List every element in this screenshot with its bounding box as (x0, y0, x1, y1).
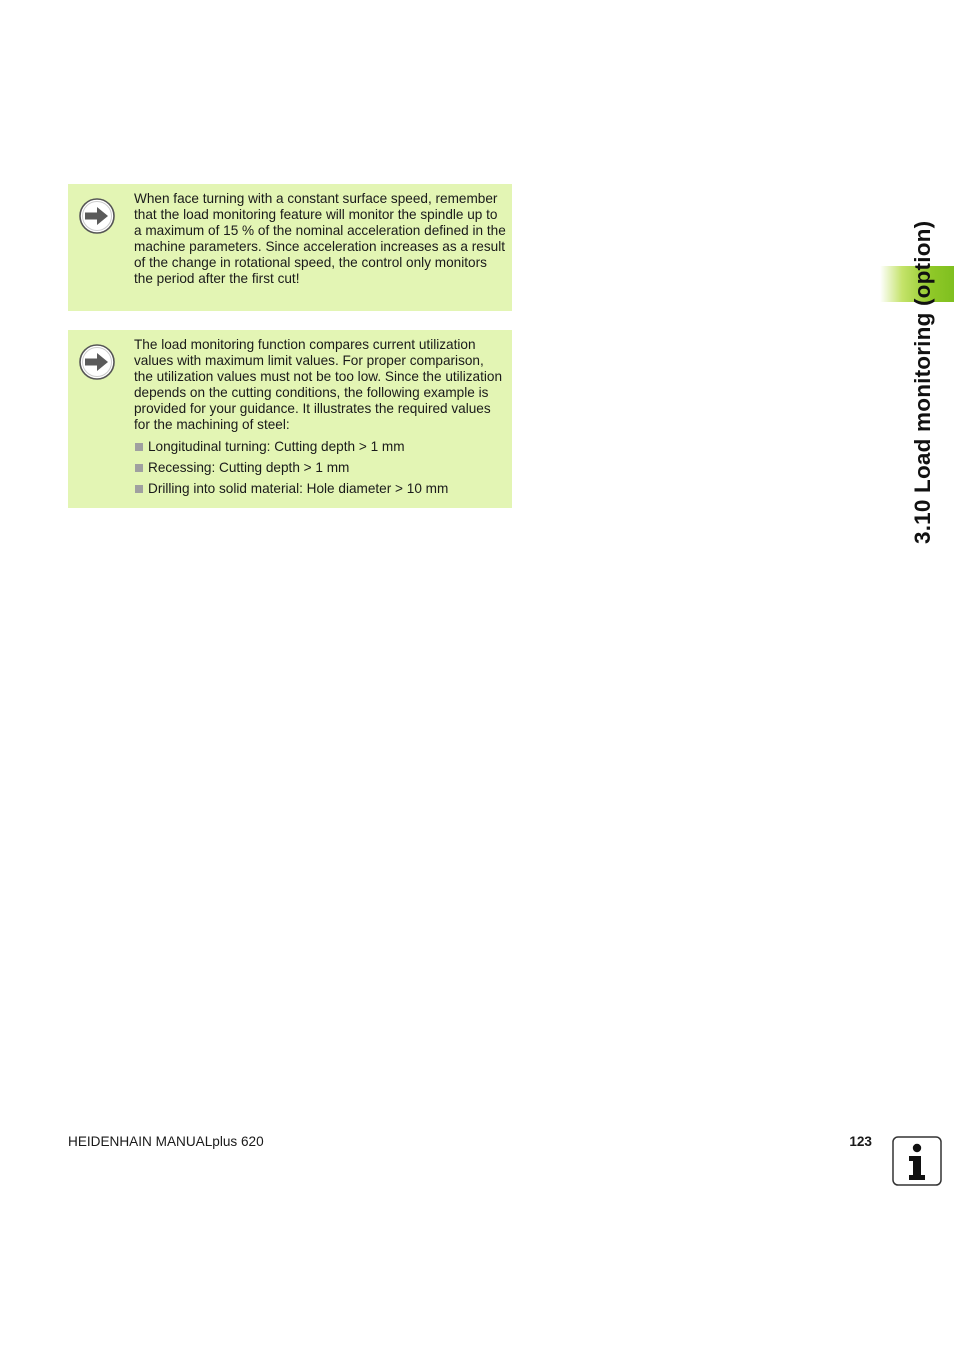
list-item (134, 481, 448, 497)
list-item-text: Recessing: Cutting depth > 1 mm (148, 460, 350, 475)
list-item (134, 439, 448, 455)
square-bullet-icon (135, 485, 143, 493)
arrow-right-icon (78, 343, 116, 381)
list-item-text: Drilling into solid material: Hole diameter > 10 mm (148, 481, 449, 496)
note-box (68, 330, 512, 508)
page-number: 123 (849, 1134, 872, 1149)
info-icon (892, 1136, 942, 1186)
list-item (134, 460, 448, 476)
note-text: The load monitoring function compares current utilization values with maximum limit values. For proper comparison, the utilization values must not be too low. Since the utilization depends on the cutting conditions, the following example is provided for your guidance. It illustrates the required values for the machining of steel: (134, 337, 502, 432)
arrow-right-icon (78, 197, 116, 235)
square-bullet-icon (135, 464, 143, 472)
note-box (68, 184, 512, 311)
list-item-text: Longitudinal turning: Cutting depth > 1 mm (148, 439, 405, 454)
footer-manual-title: HEIDENHAIN MANUALplus 620 (68, 1134, 264, 1149)
bullet-list (134, 439, 448, 502)
square-bullet-icon (135, 443, 143, 451)
chapter-title: 3.10 Load monitoring (option) (910, 220, 935, 544)
note-text: When face turning with a constant surface speed, remember that the load monitoring feature will monitor the spindle up to a maximum of 15 % of the nominal acceleration defined in the machine parameters. Since acceleration increases as a result of the change in rotational speed, the control only monitors the period after the first cut! (134, 191, 506, 286)
